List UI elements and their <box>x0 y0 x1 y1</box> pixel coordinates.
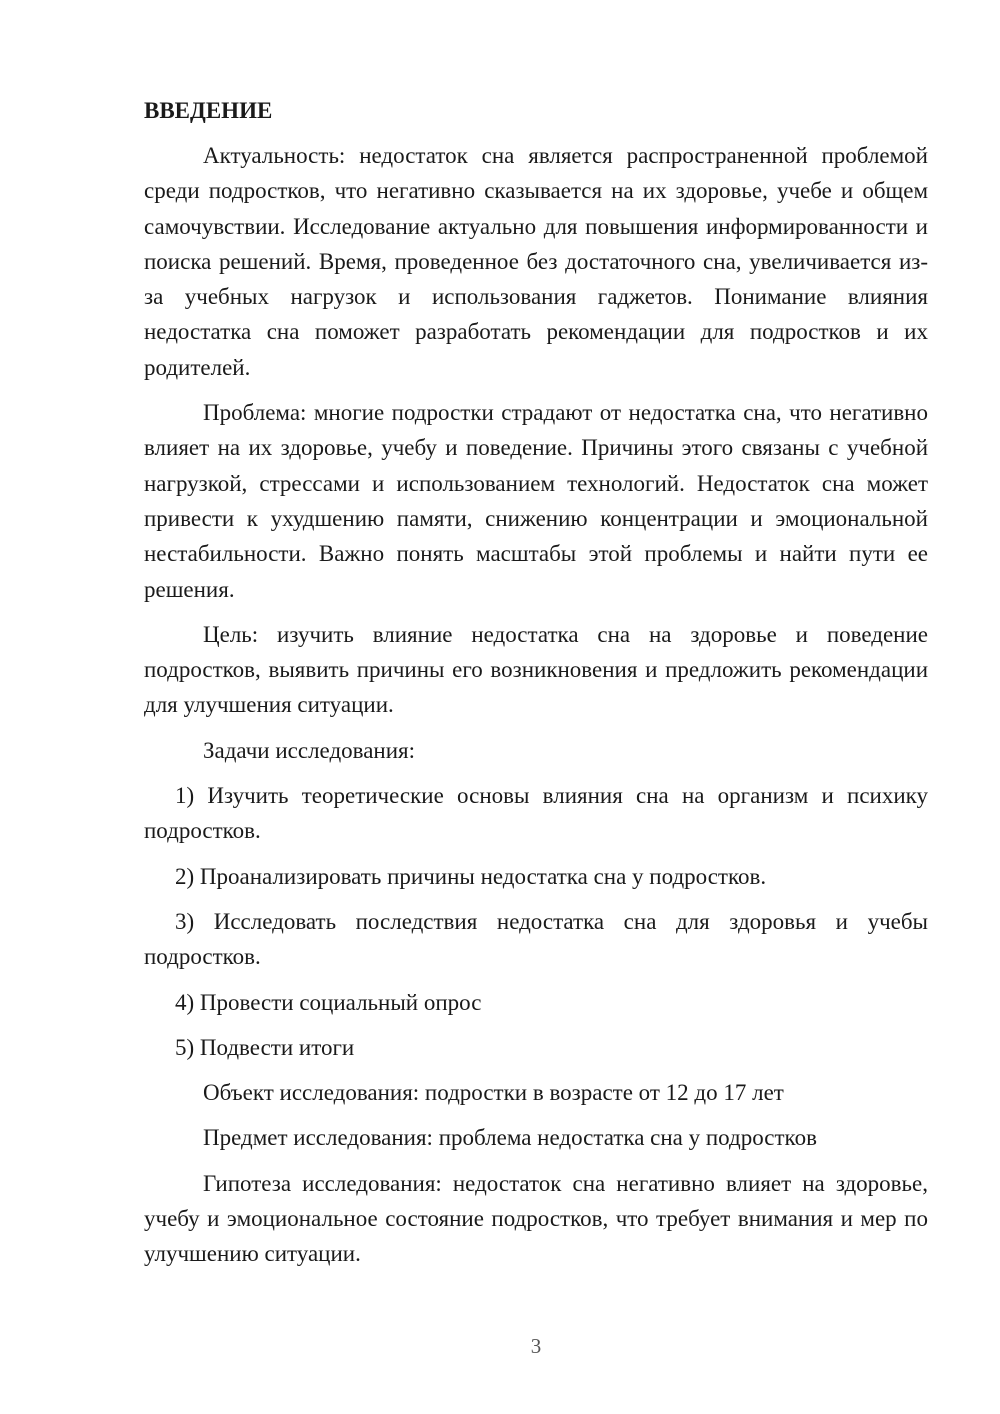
task-item-1: 1) Изучить теоретические основы влияния сна на организм и психику подростков. <box>144 783 928 844</box>
page-number: 3 <box>530 1334 542 1358</box>
page-title: ВВЕДЕНИЕ <box>144 98 273 123</box>
problem-paragraph: Проблема: многие подростки страдают от недостатка сна, что негативно влияет на их здоровье, учебу и поведение. Причины этого связаны с учебной нагрузкой, стрессами и использованием технологий. Недостаток сна может привести к ухудшению памяти, снижению концентрации и эмоциональной нестабильности. Важно понять масштабы этой проблемы и найти пути ее решения. <box>144 400 928 602</box>
task-item-5: 5) Подвести итоги <box>175 1034 355 1060</box>
hypothesis-paragraph: Гипотеза исследования: недостаток сна негативно влияет на здоровье, учебу и эмоциональное состояние подростков, что требует внимания и мер по улучшению ситуации. <box>144 1170 928 1267</box>
relevance-paragraph: Актуальность: недостаток сна является распространенной проблемой среди подростков, что негативно сказывается на их здоровье, учебе и общем самочувствии. Исследование актуально для повышения информированности и поиска решений. Время, проведенное без достаточного сна, увеличивается из-за учебных нагрузок и использования гаджетов. Понимание влияния недостатка сна поможет разработать рекомендации для подростков и их родителей. <box>144 143 928 380</box>
research-object-paragraph: Объект исследования: подростки в возрасте от 12 до 17 лет <box>203 1080 784 1106</box>
task-item-4: 4) Провести социальный опрос <box>175 989 482 1015</box>
research-subject-paragraph: Предмет исследования: проблема недостатка сна у подростков <box>203 1125 817 1151</box>
task-item-2: 2) Проанализировать причины недостатка сна у подростков. <box>175 863 767 889</box>
goal-paragraph: Цель: изучить влияние недостатка сна на здоровье и поведение подростков, выявить причины его возникновения и предложить рекомендации для улучшения ситуации. <box>144 621 928 718</box>
document-body <box>144 93 928 1272</box>
task-item-3: 3) Исследовать последствия недостатка сна для здоровья и учебы подростков. <box>144 908 928 970</box>
tasks-heading: Задачи исследования: <box>203 737 416 763</box>
